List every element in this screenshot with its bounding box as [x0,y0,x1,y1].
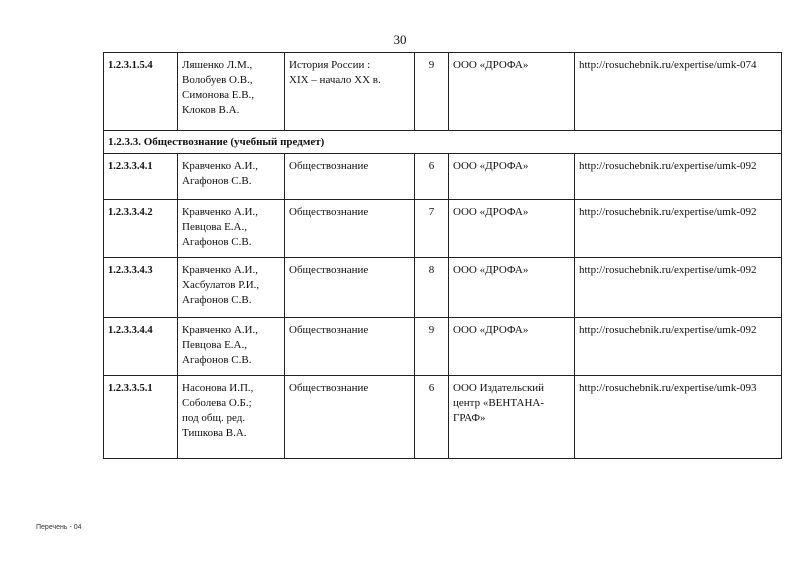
publisher-line: ООО «ДРОФА» [453,59,529,71]
publisher-line: ООО Издательский [453,382,545,394]
table-row [104,200,782,258]
author-line: Соболева О.Б.; [182,397,252,409]
section-heading-row [104,131,782,154]
row-publisher [449,258,575,318]
row-authors [178,200,285,258]
row-publisher [449,154,575,200]
author-line: Кравченко А.И., [182,324,258,336]
row-url: http://rosuchebnik.ru/expertise/umk-093 [575,376,782,459]
row-publisher [449,318,575,376]
row-title [285,318,415,376]
author-line: Кравченко А.И., [182,206,258,218]
row-authors [178,258,285,318]
page-number: 30 [393,32,407,47]
publisher-line: ГРАФ» [453,412,486,424]
title-line: История России : [289,59,371,71]
row-authors [178,318,285,376]
row-title [285,154,415,200]
row-grade: 9 [415,53,449,131]
author-line: Агафонов С.В. [182,175,252,187]
author-line: Ляшенко Л.М., [182,59,253,71]
table-row [104,258,782,318]
author-line: Волобуев О.В., [182,74,253,86]
author-line: Хасбулатов Р.И., [182,279,260,291]
row-title [285,200,415,258]
row-url: http://rosuchebnik.ru/expertise/umk-092 [575,318,782,376]
table-row [104,318,782,376]
row-code: 1.2.3.3.4.1 [104,154,178,200]
title-line: Обществознание [289,324,369,336]
publisher-line: ООО «ДРОФА» [453,324,529,336]
row-title [285,258,415,318]
author-line: Кравченко А.И., [182,160,258,172]
title-line: Обществознание [289,382,369,394]
row-title [285,53,415,131]
publisher-line: ООО «ДРОФА» [453,160,529,172]
publisher-line: ООО «ДРОФА» [453,206,529,218]
title-line: Обществознание [289,160,369,172]
author-line: Насонова И.П., [182,382,254,394]
title-line: XIX – начало XX в. [289,74,381,86]
row-authors [178,376,285,459]
table-row [104,376,782,459]
row-grade: 7 [415,200,449,258]
row-grade: 8 [415,258,449,318]
row-grade: 6 [415,154,449,200]
row-authors [178,53,285,131]
row-grade: 6 [415,376,449,459]
row-publisher [449,376,575,459]
row-code: 1.2.3.3.4.3 [104,258,178,318]
author-line: Певцова Е.А., [182,339,248,351]
textbook-list-table [103,52,782,459]
section-heading: 1.2.3.3. Обществознание (учебный предмет) [104,131,782,154]
row-publisher [449,200,575,258]
author-line: под общ. ред. [182,412,246,424]
author-line: Клоков В.А. [182,104,240,116]
publisher-line: ООО «ДРОФА» [453,264,529,276]
row-grade: 9 [415,318,449,376]
row-publisher [449,53,575,131]
row-code: 1.2.3.3.4.2 [104,200,178,258]
row-code: 1.2.3.3.5.1 [104,376,178,459]
author-line: Агафонов С.В. [182,294,252,306]
author-line: Симонова Е.В., [182,89,255,101]
author-line: Агафонов С.В. [182,236,252,248]
row-url: http://rosuchebnik.ru/expertise/umk-092 [575,154,782,200]
row-url: http://rosuchebnik.ru/expertise/umk-074 [575,53,782,131]
author-line: Кравченко А.И., [182,264,258,276]
author-line: Тишкова В.А. [182,427,247,439]
row-url: http://rosuchebnik.ru/expertise/umk-092 [575,200,782,258]
author-line: Певцова Е.А., [182,221,248,233]
row-title [285,376,415,459]
table-row [104,53,782,131]
row-code: 1.2.3.1.5.4 [104,53,178,131]
row-code: 1.2.3.3.4.4 [104,318,178,376]
title-line: Обществознание [289,264,369,276]
row-url: http://rosuchebnik.ru/expertise/umk-092 [575,258,782,318]
table-row [104,154,782,200]
page-footer: Перечень - 04 [36,524,82,531]
row-authors [178,154,285,200]
publisher-line: центр «ВЕНТАНА- [453,397,545,409]
author-line: Агафонов С.В. [182,354,252,366]
title-line: Обществознание [289,206,369,218]
